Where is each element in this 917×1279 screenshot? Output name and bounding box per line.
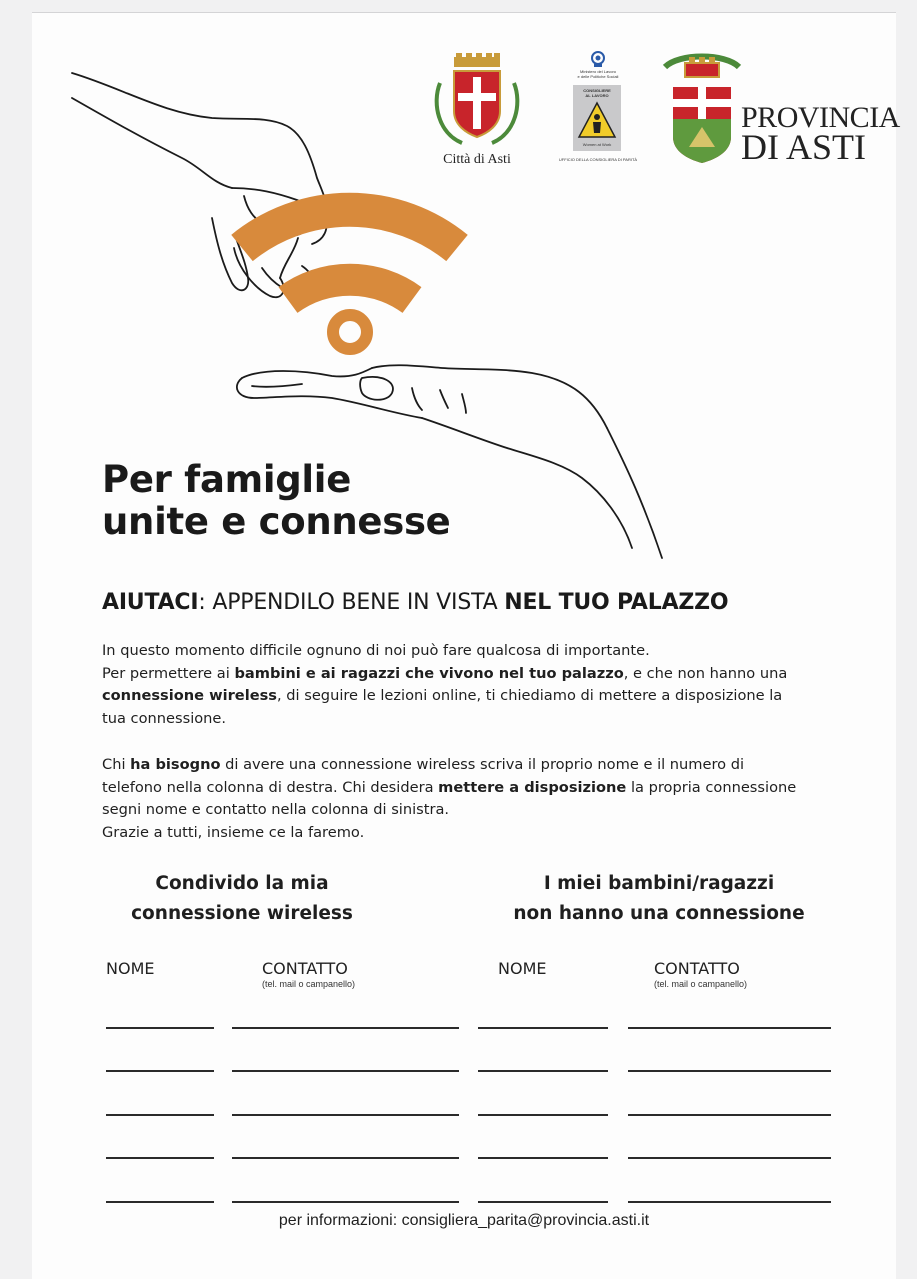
left-name-line[interactable]	[106, 1114, 214, 1116]
citta-shield-icon	[432, 53, 522, 151]
right-heading-line-2: non hanno una connessione	[513, 903, 805, 924]
intro-line-3-bold: connessione wireless	[102, 687, 277, 704]
intro-line-3-b: , di seguire le lezioni online, ti chiediamo di mettere a disposizione la	[276, 687, 783, 704]
instructions-paragraph	[102, 754, 842, 844]
citta-caption: Città di Asti	[443, 152, 511, 167]
instr-line-4: Grazie a tutti, insieme ce la faremo.	[102, 823, 365, 841]
left-column-heading	[92, 869, 392, 929]
instr-line-3: segni nome e contatto nella colonna di sinistra.	[102, 801, 450, 818]
left-heading-line-1: Condivido la mia	[155, 873, 329, 894]
right-name-line[interactable]	[478, 1114, 608, 1116]
left-contact-label: CONTATTO	[262, 959, 348, 978]
wifi-icon	[242, 210, 457, 349]
subtitle-aiutaci: AIUTACI	[102, 590, 199, 615]
page-title	[102, 459, 450, 543]
right-heading-line-1: I miei bambini/ragazzi	[543, 873, 775, 894]
subtitle-middle: : APPENDILO BENE IN VISTA	[198, 590, 505, 615]
consigliere-line-1: CONSIGLIERE	[583, 88, 611, 93]
right-contact-label: CONTATTO	[654, 959, 740, 978]
right-name-line[interactable]	[478, 1027, 608, 1029]
title-line-1: Per famiglie	[102, 458, 351, 501]
instr-line-2	[102, 777, 842, 800]
ufficio-caption: UFFICIO DELLA CONSIGLIERA DI PARITÀ	[558, 157, 638, 162]
instr-line-1-a: Chi	[102, 756, 131, 773]
provincia-line-1: PROVINCIA	[741, 101, 900, 134]
left-contact-line[interactable]	[232, 1114, 459, 1116]
left-contact-line[interactable]	[232, 1157, 459, 1159]
title-line-2: unite e connesse	[102, 500, 451, 543]
consigliere-panel	[573, 85, 621, 151]
left-contact-line[interactable]	[232, 1070, 459, 1072]
left-contact-line[interactable]	[232, 1027, 459, 1029]
intro-paragraph	[102, 640, 842, 730]
consigliera-logo	[555, 51, 641, 173]
right-contact-line[interactable]	[628, 1027, 831, 1029]
left-name-line[interactable]	[106, 1070, 214, 1072]
provincia-shield-icon	[659, 49, 745, 165]
subtitle-palazzo: NEL TUO PALAZZO	[504, 590, 729, 615]
left-name-line[interactable]	[106, 1201, 214, 1203]
top-hand-drawing	[72, 73, 326, 297]
citta-di-asti-logo	[432, 53, 522, 173]
warning-sign-icon	[577, 101, 617, 139]
right-contact-hint: (tel. mail o campanello)	[654, 979, 748, 989]
right-contact-line[interactable]	[628, 1157, 831, 1159]
left-name-label: NOME	[106, 959, 155, 978]
intro-line-3	[102, 685, 842, 708]
instr-line-1-c: di avere una connessione wireless scriva il proprio nome e il numero di	[220, 756, 745, 773]
instr-line-2-c: la propria connessione	[626, 778, 797, 796]
right-contact-line[interactable]	[628, 1201, 831, 1203]
right-column-heading	[494, 869, 824, 929]
instr-line-2-a: telefono nella colonna di destra. Chi desidera	[102, 778, 439, 796]
intro-line-2-bold: bambini e ai ragazzi che vivono nel tuo palazzo	[234, 664, 624, 682]
right-name-label: NOME	[498, 959, 547, 978]
subtitle	[102, 590, 728, 615]
left-name-line[interactable]	[106, 1027, 214, 1029]
right-contact-line[interactable]	[628, 1070, 831, 1072]
left-contact-line[interactable]	[232, 1201, 459, 1203]
poster	[32, 12, 900, 1279]
left-name-line[interactable]	[106, 1157, 214, 1159]
instr-line-1	[102, 754, 842, 777]
right-name-line[interactable]	[478, 1157, 608, 1159]
right-name-line[interactable]	[478, 1070, 608, 1072]
intro-line-4: tua connessione.	[102, 709, 227, 727]
left-heading-line-2: connessione wireless	[131, 903, 353, 924]
right-contact-line[interactable]	[628, 1114, 831, 1116]
intro-line-2-a: Per permettere ai	[102, 664, 235, 682]
ministry-line-1: Ministero del Lavoro	[579, 69, 617, 74]
provincia-line-2: DI ASTI	[741, 127, 866, 167]
right-name-line[interactable]	[478, 1201, 608, 1203]
intro-line-1: In questo momento difficile ognuno di noi può fare qualcosa di importante.	[102, 642, 650, 659]
republic-emblem-icon	[591, 51, 605, 67]
provincia-logo	[659, 49, 900, 167]
intro-line-2	[102, 663, 842, 686]
footer-info: per informazioni: consigliera_parita@provincia.asti.it	[278, 1212, 650, 1229]
left-contact-hint: (tel. mail o campanello)	[262, 979, 356, 989]
ministry-line-2: e delle Politiche Sociali	[577, 74, 619, 79]
instr-line-2-bold: mettere a disposizione	[438, 778, 627, 796]
women-at-work: Women at Work	[582, 142, 612, 147]
consigliere-line-2: AL LAVORO	[585, 93, 609, 98]
instr-line-1-bold: ha bisogno	[130, 756, 221, 773]
intro-line-2-c: , e che non hanno una	[623, 664, 788, 682]
